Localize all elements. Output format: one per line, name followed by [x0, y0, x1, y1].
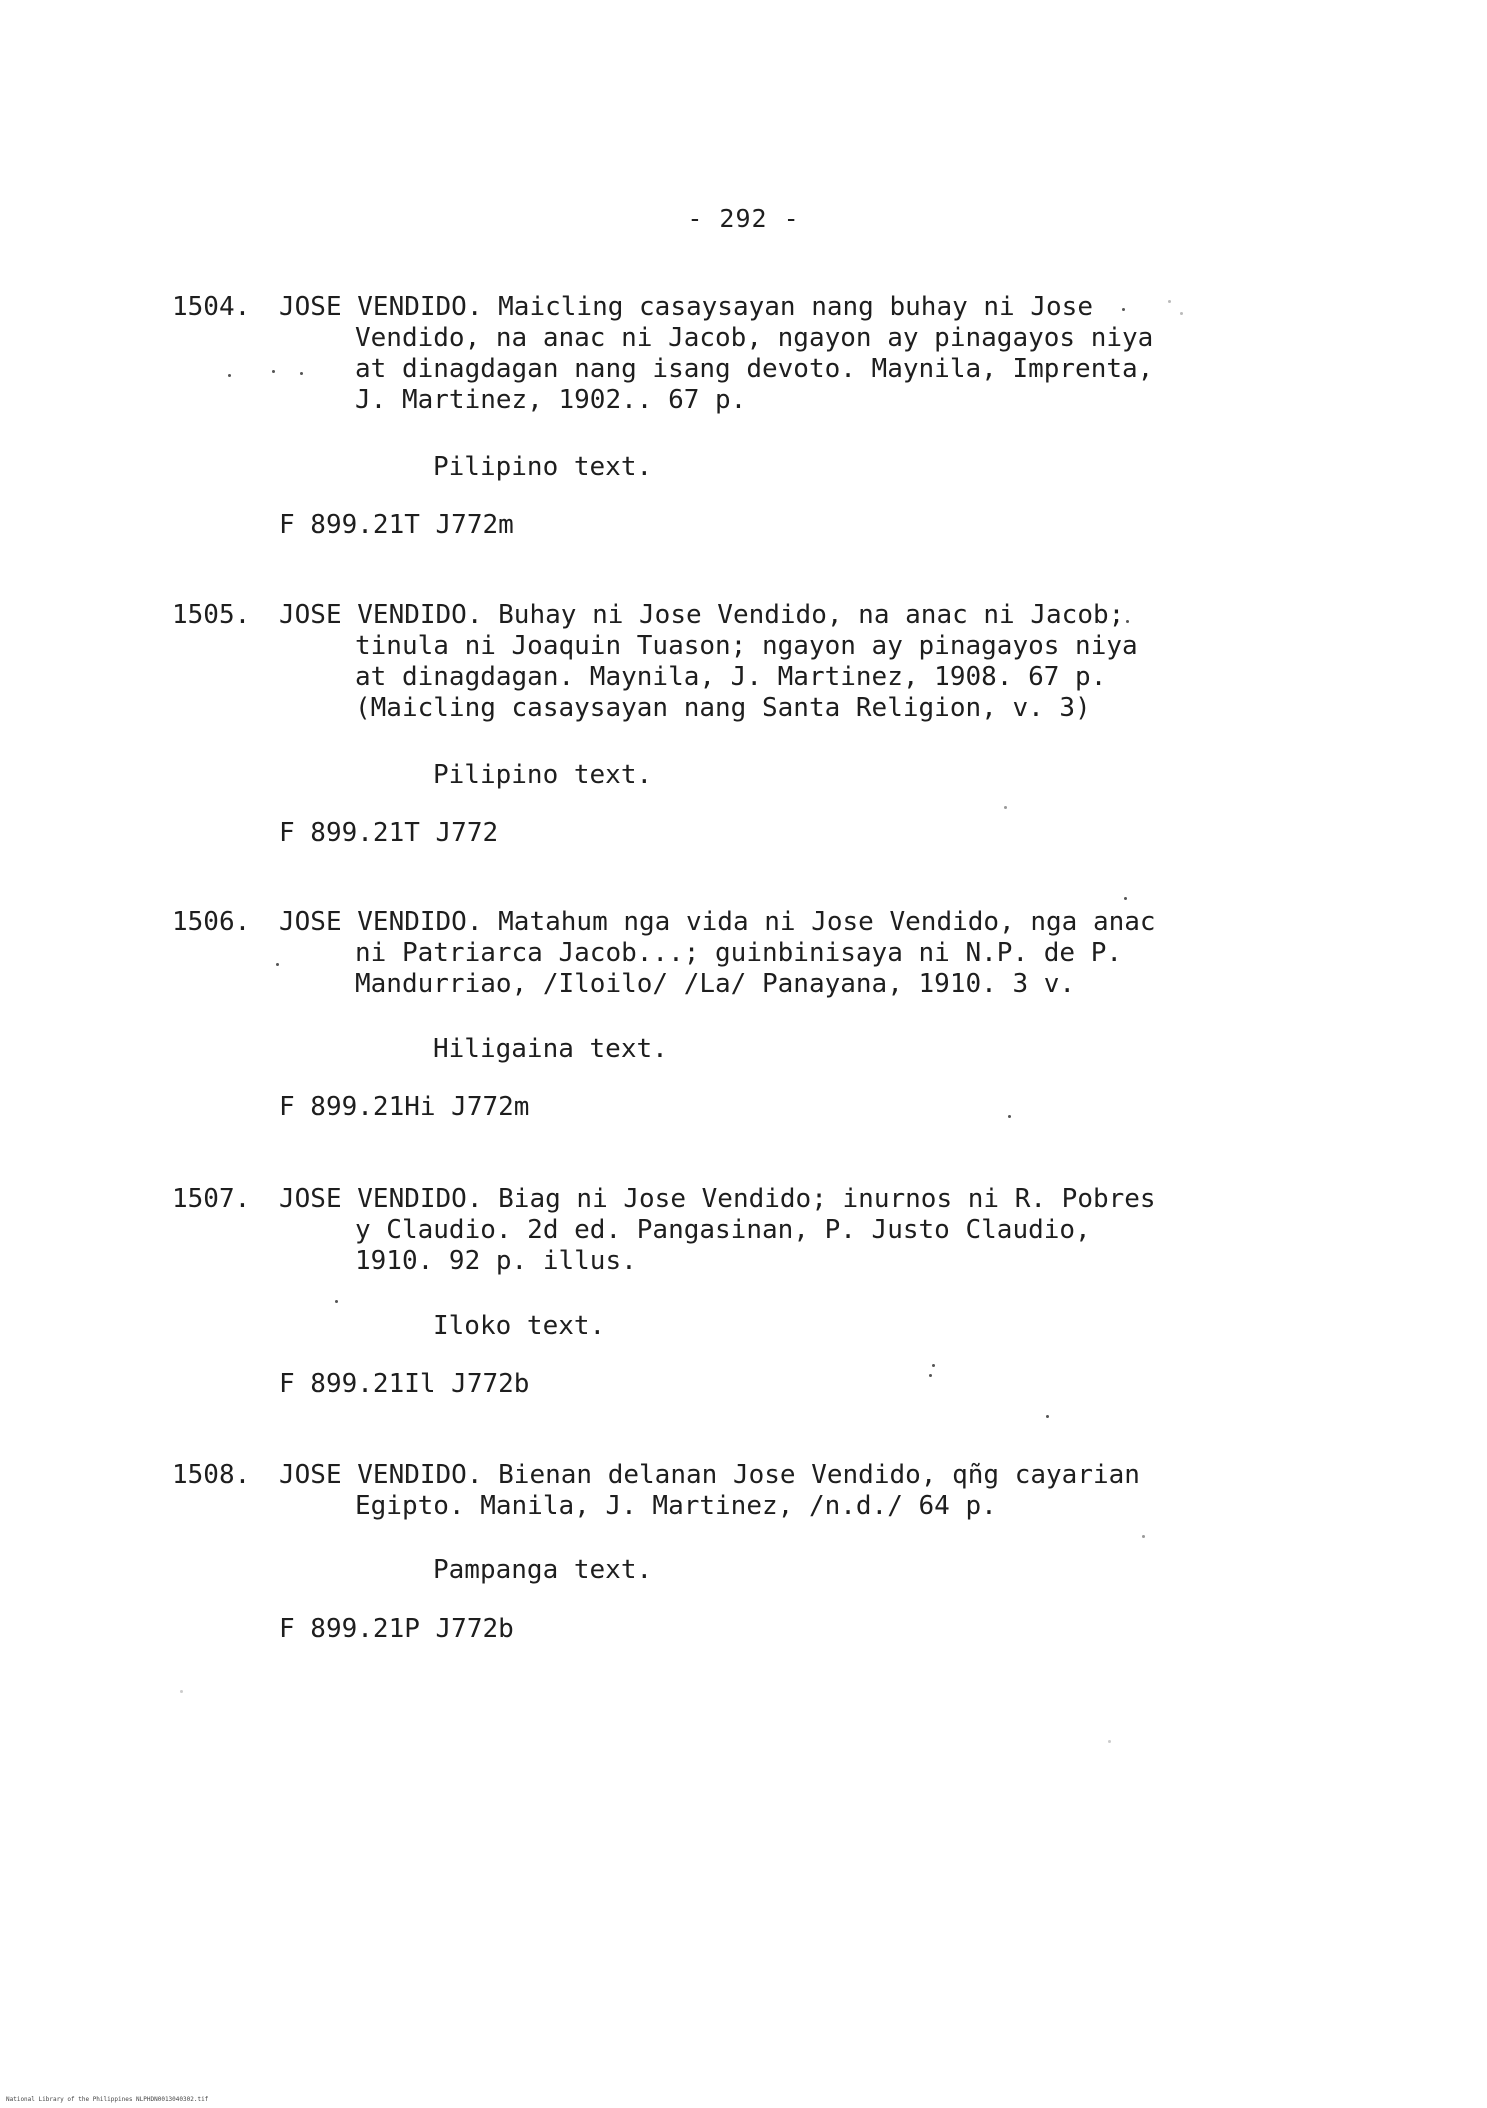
- entry-line: Mandurriao, /Iloilo/ /La/ Panayana, 1910. 3 v.: [355, 969, 1076, 999]
- entry-heading: JOSE VENDIDO. Biag ni Jose Vendido; inurnos ni R. Pobres: [279, 1184, 1156, 1214]
- scan-speck: [272, 370, 275, 373]
- scan-speck: [1168, 300, 1171, 303]
- scan-speck: [1142, 1535, 1145, 1538]
- entry-number: 1508.: [172, 1460, 251, 1490]
- entry-call-number: F 899.21T J772m: [279, 510, 514, 540]
- entry-number: 1505.: [172, 600, 251, 630]
- scan-speck: [300, 372, 303, 375]
- entry-language-note: Pampanga text.: [433, 1555, 653, 1585]
- scan-speck: [1124, 897, 1127, 900]
- entry-heading: JOSE VENDIDO. Buhay ni Jose Vendido, na anac ni Jacob;: [279, 600, 1125, 630]
- entry-heading: JOSE VENDIDO. Bienan delanan Jose Vendido, qñg cayarian: [279, 1460, 1140, 1490]
- entry-language-note: Pilipino text.: [433, 760, 653, 790]
- scan-speck: [1008, 1115, 1011, 1118]
- entry-line: Egipto. Manila, J. Martinez, /n.d./ 64 p.: [355, 1491, 997, 1521]
- scan-speck: [276, 963, 279, 966]
- entry-line: tinula ni Joaquin Tuason; ngayon ay pinagayos niya: [355, 631, 1138, 661]
- entry-heading: JOSE VENDIDO. Matahum nga vida ni Jose Vendido, nga anac: [279, 907, 1156, 937]
- entry-line: at dinagdagan nang isang devoto. Maynila, Imprenta,: [355, 354, 1154, 384]
- scan-speck: [1180, 312, 1183, 315]
- scan-footer: National Library of the Philippines NLPHDN0013040302.tif: [6, 2096, 209, 2103]
- entry-language-note: Hiligaina text.: [433, 1034, 668, 1064]
- entry-number: 1504.: [172, 292, 251, 322]
- scan-speck: [228, 374, 231, 377]
- entry-line: y Claudio. 2d ed. Pangasinan, P. Justo Claudio,: [355, 1215, 1091, 1245]
- entry-call-number: F 899.21Hi J772m: [279, 1092, 530, 1122]
- entry-line: Vendido, na anac ni Jacob, ngayon ay pinagayos niya: [355, 323, 1154, 353]
- entry-language-note: Pilipino text.: [433, 452, 653, 482]
- entry-line: ni Patriarca Jacob...; guinbinisaya ni N.P. de P.: [355, 938, 1123, 968]
- entry-number: 1506.: [172, 907, 251, 937]
- scan-speck: [1108, 1740, 1111, 1743]
- entry-call-number: F 899.21P J772b: [279, 1614, 514, 1644]
- scan-speck: [929, 1374, 932, 1377]
- scan-speck: [180, 1690, 183, 1693]
- entry-line: J. Martinez, 1902.. 67 p.: [355, 385, 747, 415]
- entry-call-number: F 899.21T J772: [279, 818, 499, 848]
- page-number: - 292 -: [687, 204, 800, 233]
- entry-heading: JOSE VENDIDO. Maicling casaysayan nang buhay ni Jose: [279, 292, 1093, 322]
- scan-speck: [1046, 1415, 1049, 1418]
- entry-line: at dinagdagan. Maynila, J. Martinez, 1908. 67 p.: [355, 662, 1107, 692]
- entry-call-number: F 899.21Il J772b: [279, 1369, 530, 1399]
- scan-speck: [1126, 620, 1129, 623]
- scan-speck: [932, 1364, 935, 1367]
- entry-line: (Maicling casaysayan nang Santa Religion, v. 3): [355, 693, 1091, 723]
- scan-speck: [1122, 308, 1125, 311]
- entry-line: 1910. 92 p. illus.: [355, 1246, 637, 1276]
- entry-language-note: Iloko text.: [433, 1311, 606, 1341]
- scan-speck: [335, 1300, 338, 1303]
- scan-speck: [1004, 806, 1007, 809]
- entry-number: 1507.: [172, 1184, 251, 1214]
